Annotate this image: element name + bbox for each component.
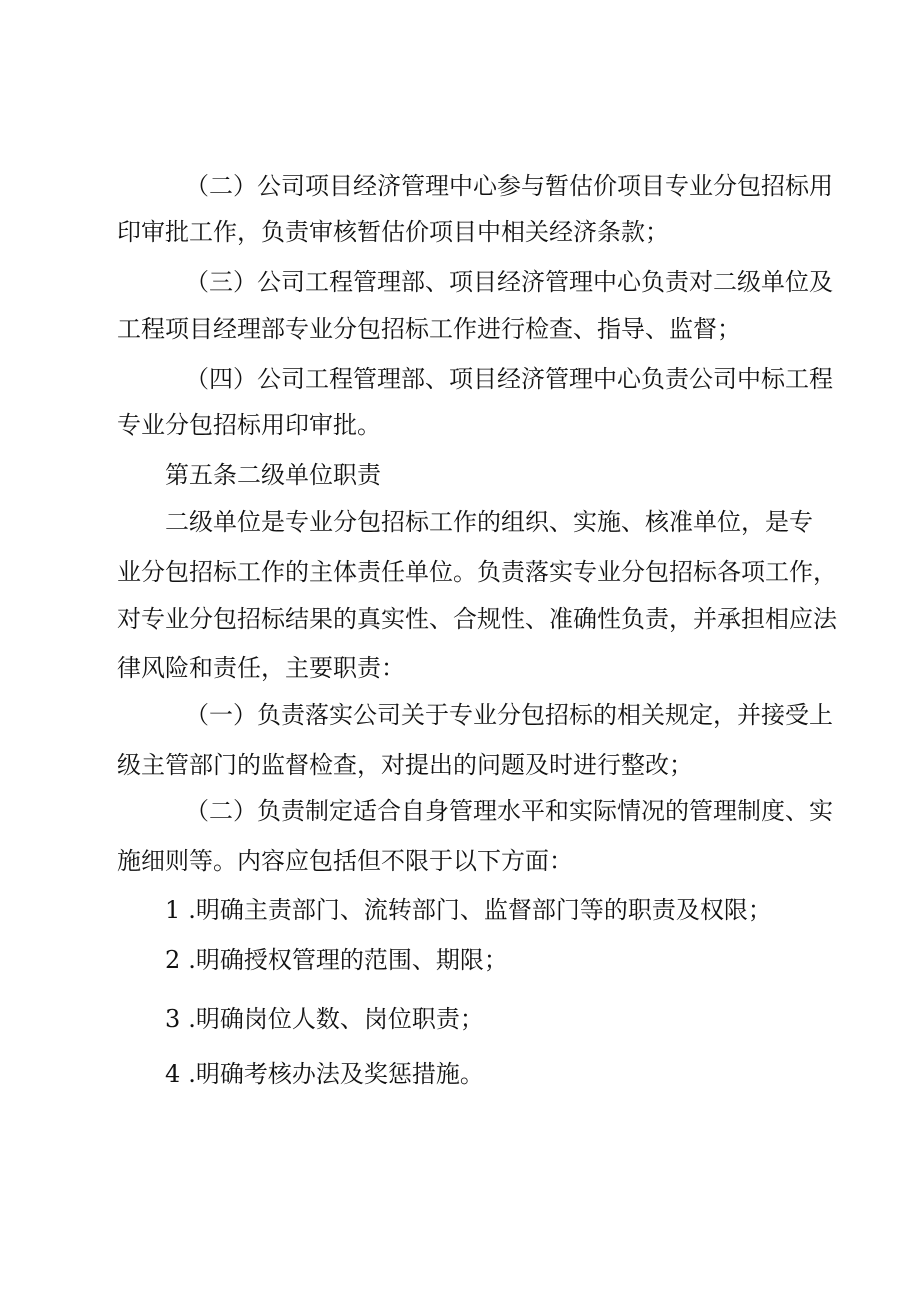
paragraph-line: 业分包招标工作的主体责任单位。负责落实专业分包招标各项工作，: [117, 558, 837, 586]
paragraph-line: 印审批工作，负责审核暂估价项目中相关经济条款；: [117, 218, 669, 246]
list-item-text: .明确授权管理的范围、期限；: [188, 946, 508, 974]
list-item-number: 4: [165, 1060, 181, 1088]
paragraph-line: （二）公司项目经济管理中心参与暂估价项目专业分包招标用: [185, 172, 833, 200]
paragraph-line: （三）公司工程管理部、项目经济管理中心负责对二级单位及: [185, 268, 833, 296]
paragraph-line: 工程项目经理部专业分包招标工作进行检查、指导、监督；: [117, 315, 741, 343]
list-item: [165, 1058, 484, 1090]
list-item: [165, 1003, 484, 1035]
paragraph-line: （二）负责制定适合自身管理水平和实际情况的管理制度、实: [185, 797, 833, 825]
list-item-number: 1: [165, 896, 181, 924]
list-item-text: .明确岗位人数、岗位职责；: [188, 1005, 484, 1033]
list-item: [165, 894, 772, 926]
list-item-number: 3: [165, 1005, 181, 1033]
paragraph-line: 级主管部门的监督检查，对提出的问题及时进行整改；: [117, 751, 693, 779]
list-item: [165, 944, 508, 976]
paragraph-line: 对专业分包招标结果的真实性、合规性、准确性负责，并承担相应法: [117, 605, 837, 633]
list-item-text: .明确考核办法及奖惩措施。: [188, 1060, 484, 1088]
list-item-text: .明确主责部门、流转部门、监督部门等的职责及权限；: [188, 896, 772, 924]
paragraph-line: 施细则等。内容应包括但不限于以下方面：: [117, 847, 573, 875]
paragraph-line: 律风险和责任，主要职责：: [117, 654, 405, 682]
paragraph-line: 专业分包招标用印审批。: [117, 411, 381, 439]
paragraph-line: （四）公司工程管理部、项目经济管理中心负责公司中标工程: [185, 365, 833, 393]
list-item-number: 2: [165, 946, 181, 974]
section-heading: 第五条二级单位职责: [165, 461, 381, 489]
paragraph-line: （一）负责落实公司关于专业分包招标的相关规定，并接受上: [185, 701, 833, 729]
paragraph-line: 二级单位是专业分包招标工作的组织、实施、核准单位，是专: [165, 508, 813, 536]
